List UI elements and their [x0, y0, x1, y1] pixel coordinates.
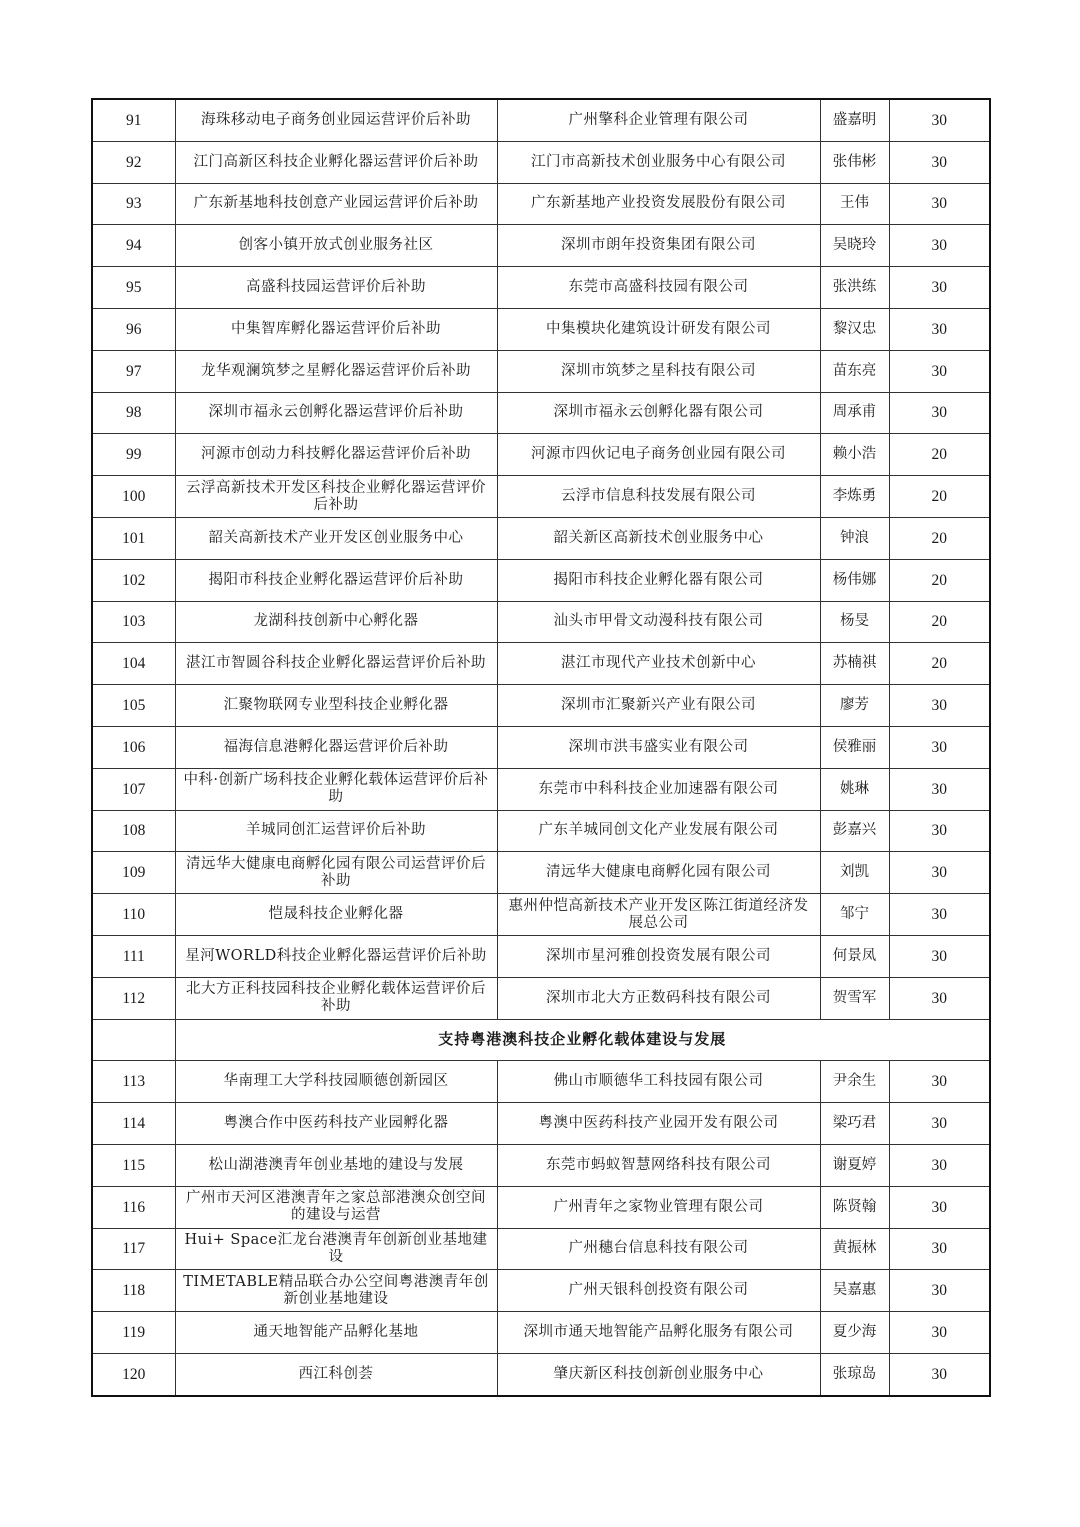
row-number: 111 [92, 935, 175, 977]
row-number: 96 [92, 308, 175, 350]
row-number: 114 [92, 1103, 175, 1145]
table-row [92, 308, 990, 350]
table-row [92, 726, 990, 768]
organization-name: 揭阳市科技企业孵化器有限公司 [497, 559, 820, 601]
contact-person: 彭嘉兴 [820, 810, 889, 852]
contact-person: 贺雪军 [820, 977, 889, 1019]
row-number: 107 [92, 768, 175, 810]
organization-name: 广州擎科企业管理有限公司 [497, 99, 820, 141]
funding-amount: 20 [889, 517, 990, 559]
funding-amount: 30 [889, 810, 990, 852]
table-row [92, 559, 990, 601]
organization-name: 深圳市通天地智能产品孵化服务有限公司 [497, 1312, 820, 1354]
project-name: 汇聚物联网专业型科技企业孵化器 [175, 685, 497, 727]
organization-name: 东莞市蚂蚁智慧网络科技有限公司 [497, 1144, 820, 1186]
organization-name: 广东羊城同创文化产业发展有限公司 [497, 810, 820, 852]
funding-amount: 30 [889, 99, 990, 141]
table-row [92, 601, 990, 643]
organization-name: 江门市高新技术创业服务中心有限公司 [497, 141, 820, 183]
funding-amount: 30 [889, 1144, 990, 1186]
organization-name: 深圳市筑梦之星科技有限公司 [497, 350, 820, 392]
row-number: 104 [92, 643, 175, 685]
section-number-cell [92, 1019, 175, 1061]
row-number: 112 [92, 977, 175, 1019]
row-number: 103 [92, 601, 175, 643]
funding-amount: 30 [889, 935, 990, 977]
contact-person: 王伟 [820, 183, 889, 225]
table-row [92, 894, 990, 936]
table-row [92, 99, 990, 141]
project-name: 粤澳合作中医药科技产业园孵化器 [175, 1103, 497, 1145]
project-name: 羊城同创汇运营评价后补助 [175, 810, 497, 852]
row-number: 99 [92, 434, 175, 476]
organization-name: 粤澳中医药科技产业园开发有限公司 [497, 1103, 820, 1145]
contact-person: 夏少海 [820, 1312, 889, 1354]
funding-amount: 30 [889, 1103, 990, 1145]
table-row [92, 1186, 990, 1228]
contact-person: 周承甫 [820, 392, 889, 434]
row-number: 100 [92, 476, 175, 518]
table-row [92, 267, 990, 309]
contact-person: 吴嘉惠 [820, 1270, 889, 1312]
project-name: 星河WORLD科技企业孵化器运营评价后补助 [175, 935, 497, 977]
project-name: 清远华大健康电商孵化园有限公司运营评价后补助 [175, 852, 497, 894]
table-row [92, 350, 990, 392]
project-name: 中科·创新广场科技企业孵化载体运营评价后补助 [175, 768, 497, 810]
contact-person: 吴晓玲 [820, 225, 889, 267]
contact-person: 姚琳 [820, 768, 889, 810]
table-row [92, 1103, 990, 1145]
organization-name: 韶关新区高新技术创业服务中心 [497, 517, 820, 559]
organization-name: 深圳市朗年投资集团有限公司 [497, 225, 820, 267]
contact-person: 杨伟娜 [820, 559, 889, 601]
section-block [92, 1019, 990, 1061]
project-name: 高盛科技园运营评价后补助 [175, 267, 497, 309]
project-name: 广州市天河区港澳青年之家总部港澳众创空间的建设与运营 [175, 1186, 497, 1228]
organization-name: 广州青年之家物业管理有限公司 [497, 1186, 820, 1228]
table-row [92, 810, 990, 852]
project-name: 西江科创荟 [175, 1353, 497, 1395]
row-number: 113 [92, 1061, 175, 1103]
funding-amount: 30 [889, 1312, 990, 1354]
table-row [92, 935, 990, 977]
row-number: 105 [92, 685, 175, 727]
project-name: 广东新基地科技创意产业园运营评价后补助 [175, 183, 497, 225]
row-number: 92 [92, 141, 175, 183]
table-body-part-2 [92, 1061, 990, 1396]
section-title: 支持粤港澳科技企业孵化载体建设与发展 [175, 1019, 990, 1061]
project-name: Hui+ Space汇龙台港澳青年创新创业基地建设 [175, 1228, 497, 1270]
organization-name: 湛江市现代产业技术创新中心 [497, 643, 820, 685]
row-number: 93 [92, 183, 175, 225]
contact-person: 盛嘉明 [820, 99, 889, 141]
funding-amount: 30 [889, 1228, 990, 1270]
project-name: 福海信息港孵化器运营评价后补助 [175, 726, 497, 768]
project-name: 龙湖科技创新中心孵化器 [175, 601, 497, 643]
organization-name: 深圳市星河雅创投资发展有限公司 [497, 935, 820, 977]
contact-person: 尹余生 [820, 1061, 889, 1103]
funding-amount: 30 [889, 685, 990, 727]
contact-person: 黄振林 [820, 1228, 889, 1270]
organization-name: 广州天银科创投资有限公司 [497, 1270, 820, 1312]
row-number: 119 [92, 1312, 175, 1354]
organization-name: 深圳市汇聚新兴产业有限公司 [497, 685, 820, 727]
contact-person: 李炼勇 [820, 476, 889, 518]
contact-person: 钟浪 [820, 517, 889, 559]
project-name: 揭阳市科技企业孵化器运营评价后补助 [175, 559, 497, 601]
organization-name: 惠州仲恺高新技术产业开发区陈江街道经济发展总公司 [497, 894, 820, 936]
section-row [92, 1019, 990, 1061]
row-number: 102 [92, 559, 175, 601]
table-row [92, 768, 990, 810]
organization-name: 清远华大健康电商孵化园有限公司 [497, 852, 820, 894]
contact-person: 邹宁 [820, 894, 889, 936]
funding-amount: 30 [889, 1186, 990, 1228]
table-row [92, 1353, 990, 1395]
project-name: 华南理工大学科技园顺德创新园区 [175, 1061, 497, 1103]
contact-person: 谢夏婷 [820, 1144, 889, 1186]
table-row [92, 434, 990, 476]
row-number: 109 [92, 852, 175, 894]
row-number: 97 [92, 350, 175, 392]
organization-name: 中集模块化建筑设计研发有限公司 [497, 308, 820, 350]
project-name: 韶关高新技术产业开发区创业服务中心 [175, 517, 497, 559]
table-row [92, 1144, 990, 1186]
table-row [92, 1270, 990, 1312]
contact-person: 杨旻 [820, 601, 889, 643]
organization-name: 东莞市高盛科技园有限公司 [497, 267, 820, 309]
contact-person: 张伟彬 [820, 141, 889, 183]
row-number: 118 [92, 1270, 175, 1312]
funding-amount: 20 [889, 559, 990, 601]
funding-amount: 20 [889, 601, 990, 643]
funding-table [91, 98, 991, 1397]
row-number: 106 [92, 726, 175, 768]
table-row [92, 1228, 990, 1270]
project-name: 通天地智能产品孵化基地 [175, 1312, 497, 1354]
row-number: 94 [92, 225, 175, 267]
funding-amount: 30 [889, 726, 990, 768]
table-row [92, 392, 990, 434]
project-name: 云浮高新技术开发区科技企业孵化器运营评价后补助 [175, 476, 497, 518]
contact-person: 苗东亮 [820, 350, 889, 392]
row-number: 95 [92, 267, 175, 309]
table-row [92, 1312, 990, 1354]
table-row [92, 517, 990, 559]
table-row [92, 685, 990, 727]
table-row [92, 183, 990, 225]
funding-amount: 30 [889, 141, 990, 183]
row-number: 116 [92, 1186, 175, 1228]
contact-person: 张琼岛 [820, 1353, 889, 1395]
row-number: 108 [92, 810, 175, 852]
organization-name: 佛山市顺德华工科技园有限公司 [497, 1061, 820, 1103]
organization-name: 东莞市中科科技企业加速器有限公司 [497, 768, 820, 810]
table-row [92, 643, 990, 685]
funding-amount: 20 [889, 476, 990, 518]
row-number: 120 [92, 1353, 175, 1395]
table-row [92, 977, 990, 1019]
organization-name: 云浮市信息科技发展有限公司 [497, 476, 820, 518]
table-row [92, 141, 990, 183]
project-name: 中集智库孵化器运营评价后补助 [175, 308, 497, 350]
contact-person: 赖小浩 [820, 434, 889, 476]
row-number: 101 [92, 517, 175, 559]
contact-person: 陈贤翰 [820, 1186, 889, 1228]
project-name: 北大方正科技园科技企业孵化载体运营评价后补助 [175, 977, 497, 1019]
organization-name: 肇庆新区科技创新创业服务中心 [497, 1353, 820, 1395]
funding-amount: 30 [889, 768, 990, 810]
project-name: 恺晟科技企业孵化器 [175, 894, 497, 936]
contact-person: 梁巧君 [820, 1103, 889, 1145]
funding-amount: 30 [889, 225, 990, 267]
funding-amount: 30 [889, 977, 990, 1019]
table-row [92, 225, 990, 267]
funding-amount: 30 [889, 267, 990, 309]
table-body-part-1 [92, 99, 990, 1019]
organization-name: 广东新基地产业投资发展股份有限公司 [497, 183, 820, 225]
funding-amount: 30 [889, 852, 990, 894]
funding-amount: 30 [889, 392, 990, 434]
organization-name: 深圳市北大方正数码科技有限公司 [497, 977, 820, 1019]
funding-amount: 30 [889, 183, 990, 225]
funding-amount: 20 [889, 434, 990, 476]
contact-person: 黎汉忠 [820, 308, 889, 350]
organization-name: 汕头市甲骨文动漫科技有限公司 [497, 601, 820, 643]
contact-person: 苏楠祺 [820, 643, 889, 685]
organization-name: 深圳市洪韦盛实业有限公司 [497, 726, 820, 768]
project-name: 深圳市福永云创孵化器运营评价后补助 [175, 392, 497, 434]
project-name: 松山湖港澳青年创业基地的建设与发展 [175, 1144, 497, 1186]
project-name: 湛江市智圆谷科技企业孵化器运营评价后补助 [175, 643, 497, 685]
funding-amount: 30 [889, 1270, 990, 1312]
table-row [92, 476, 990, 518]
funding-amount: 30 [889, 1353, 990, 1395]
table-row [92, 852, 990, 894]
funding-amount: 20 [889, 643, 990, 685]
contact-person: 何景凤 [820, 935, 889, 977]
organization-name: 深圳市福永云创孵化器有限公司 [497, 392, 820, 434]
organization-name: 广州穗台信息科技有限公司 [497, 1228, 820, 1270]
contact-person: 廖芳 [820, 685, 889, 727]
row-number: 115 [92, 1144, 175, 1186]
project-name: 海珠移动电子商务创业园运营评价后补助 [175, 99, 497, 141]
contact-person: 刘凯 [820, 852, 889, 894]
project-name: 创客小镇开放式创业服务社区 [175, 225, 497, 267]
row-number: 117 [92, 1228, 175, 1270]
contact-person: 侯雅丽 [820, 726, 889, 768]
funding-amount: 30 [889, 1061, 990, 1103]
funding-amount: 30 [889, 350, 990, 392]
organization-name: 河源市四伙记电子商务创业园有限公司 [497, 434, 820, 476]
row-number: 91 [92, 99, 175, 141]
table-row [92, 1061, 990, 1103]
project-name: 河源市创动力科技孵化器运营评价后补助 [175, 434, 497, 476]
project-name: 龙华观澜筑梦之星孵化器运营评价后补助 [175, 350, 497, 392]
funding-amount: 30 [889, 894, 990, 936]
contact-person: 张洪练 [820, 267, 889, 309]
project-name: TIMETABLE精品联合办公空间粤港澳青年创新创业基地建设 [175, 1270, 497, 1312]
row-number: 98 [92, 392, 175, 434]
row-number: 110 [92, 894, 175, 936]
funding-amount: 30 [889, 308, 990, 350]
project-name: 江门高新区科技企业孵化器运营评价后补助 [175, 141, 497, 183]
